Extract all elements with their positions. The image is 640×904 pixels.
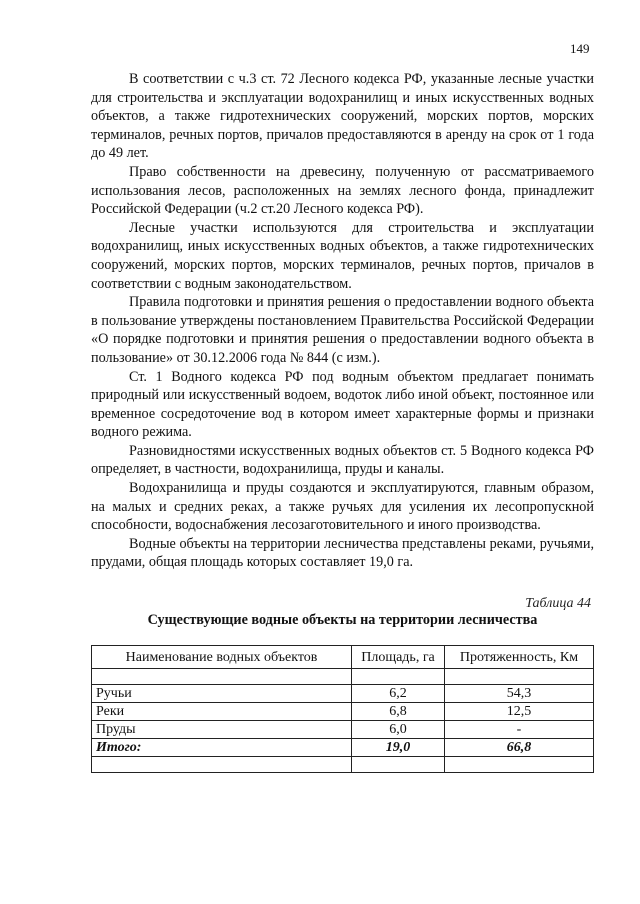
total-label: Итого: [92, 739, 352, 757]
total-length: 66,8 [445, 739, 594, 757]
table-caption: Таблица 44 [525, 596, 591, 611]
paragraph: Правила подготовки и принятия решения о предоставлении водного объекта в пользование утверждены постановлением Правительства Российской Федерации «О порядке подготовки и принятия решения о предоставлении водного объекта в пользование» от 30.12.2006 года № 844 (с изм.). [91, 294, 594, 366]
table-row [92, 685, 594, 703]
row-name: Ручьи [92, 685, 352, 703]
header-length: Протяженность, Км [445, 646, 594, 669]
table-title: Существующие водные объекты на территории лесничества [147, 612, 538, 628]
paragraph: Разновидностями искусственных водных объектов ст. 5 Водного кодекса РФ определяет, в частности, водохранилища, пруды и каналы. [91, 442, 594, 478]
body-text [91, 70, 594, 572]
row-area: 6,8 [352, 703, 445, 721]
row-length: - [445, 721, 594, 739]
table-row [92, 721, 594, 739]
page-number: 149 [570, 41, 590, 56]
paragraph: Водохранилища и пруды создаются и эксплуатируются, главным образом, на малых и средних реках, а также ручьях для усиления их лесопропускной способности, водоснабжения лесозаготовительного и иного производства. [91, 480, 594, 534]
water-objects-table [91, 645, 594, 773]
row-area: 6,0 [352, 721, 445, 739]
table-total-row [92, 739, 594, 757]
header-area: Площадь, га [352, 646, 445, 669]
row-area: 6,2 [352, 685, 445, 703]
paragraph: Ст. 1 Водного кодекса РФ под водным объектом предлагает понимать природный или искусственный водоем, водоток либо иной объект, постоянное или временное сосредоточение вод в котором имеет характерные формы и признаки водного режима. [91, 368, 594, 441]
total-area: 19,0 [352, 739, 445, 757]
table-row [92, 703, 594, 721]
header-name: Наименование водных объектов [92, 646, 352, 669]
row-length: 12,5 [445, 703, 594, 721]
paragraph: Лесные участки используются для строительства и эксплуатации водохранилищ, иных искусственных водных объектов, а также гидротехнических сооружений, морских портов, морских терминалов, речных портов, причалов в соответствии с водным законодательством. [91, 219, 594, 292]
paragraph: Право собственности на древесину, полученную от рассматриваемого использования лесов, расположенных на землях лесного фонда, принадлежит Российской Федерации (ч.2 ст.20 Лесного кодекса РФ). [91, 163, 594, 218]
table-header-row [92, 646, 594, 669]
paragraph: В соответствии с ч.3 ст. 72 Лесного кодекса РФ, указанные лесные участки для строительства и эксплуатации водохранилищ и иных искусственных водных объектов, а также гидротехнических сооружений, морских портов, морских терминалов, речных портов, причалов предоставляются в аренду на срок от 1 года до 49 лет. [91, 71, 594, 162]
paragraph: Водные объекты на территории лесничества представлены реками, ручьями, прудами, общая площадь которых составляет 19,0 га. [91, 535, 594, 571]
table-spacer-row [92, 669, 594, 685]
row-length: 54,3 [445, 685, 594, 703]
row-name: Пруды [92, 721, 352, 739]
row-name: Реки [92, 703, 352, 721]
table-spacer-row [92, 757, 594, 773]
